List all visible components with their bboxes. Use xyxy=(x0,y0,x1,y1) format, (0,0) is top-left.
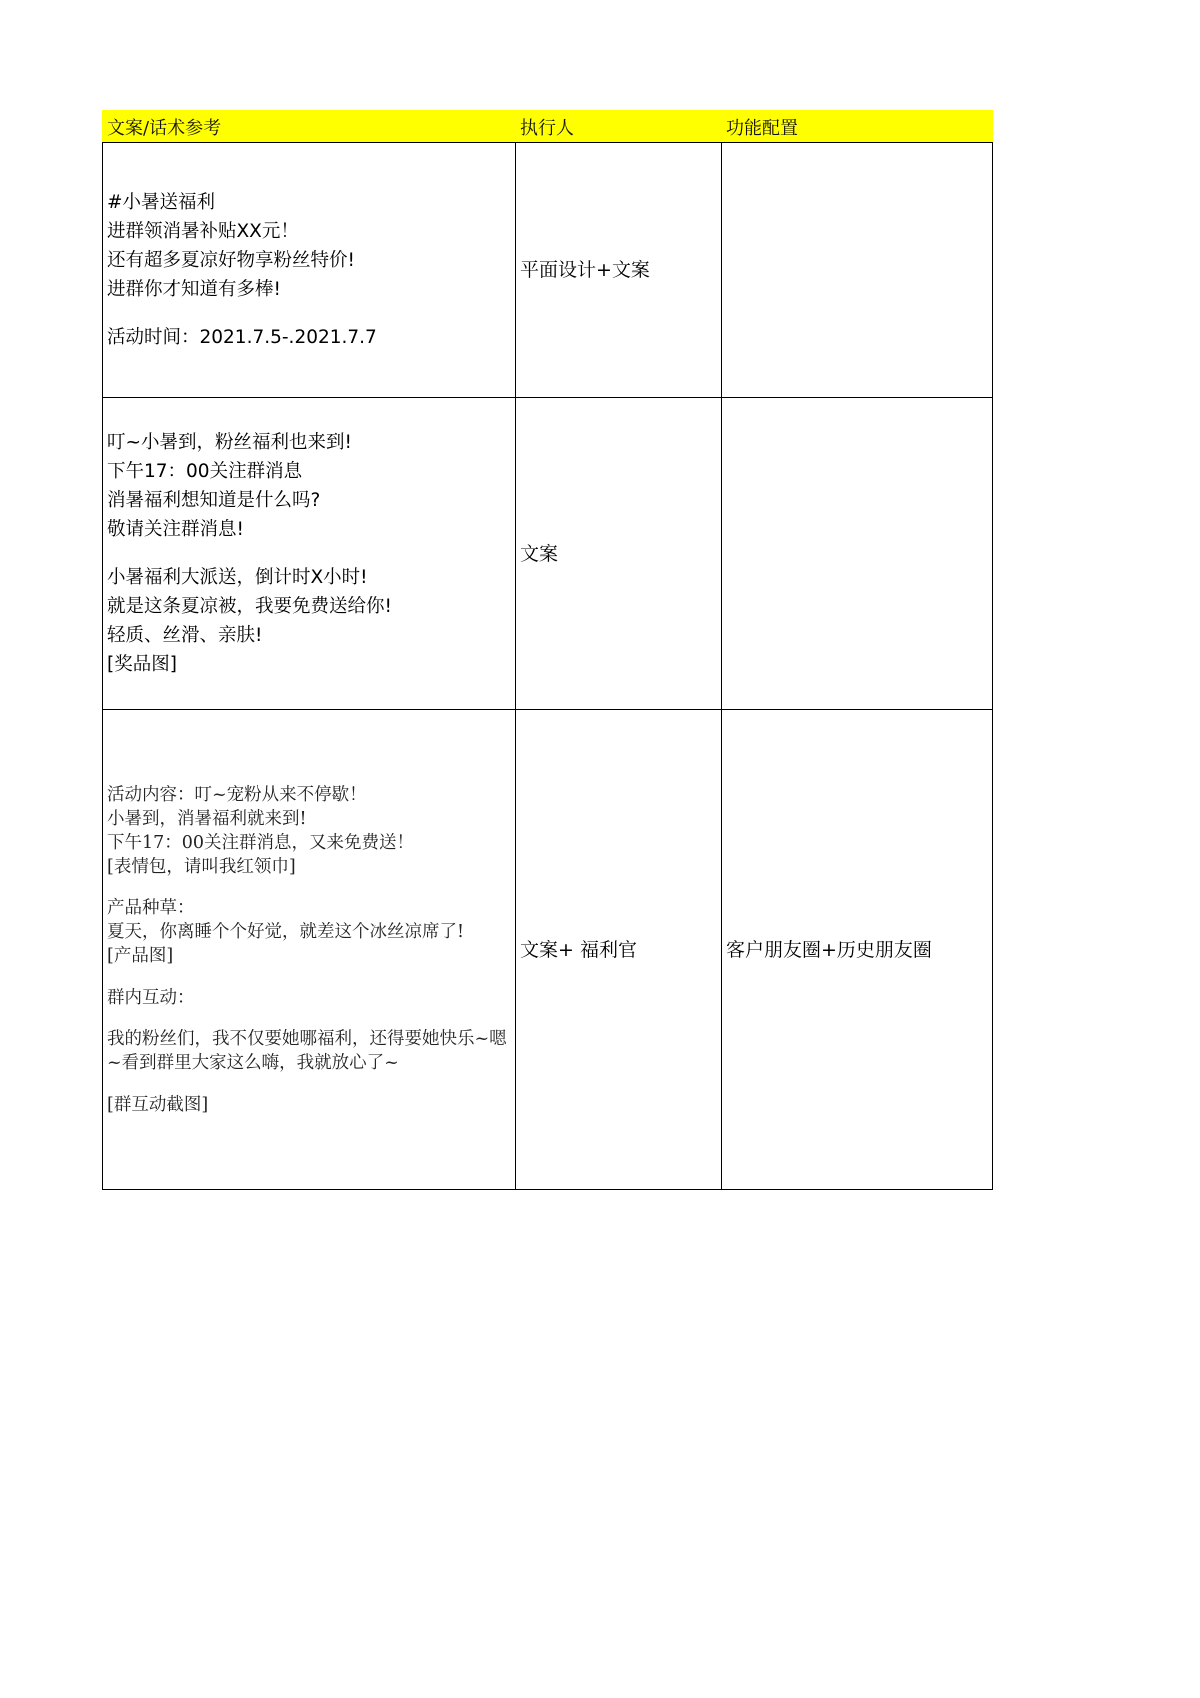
copy-line: 进群领消暑补贴XX元！ xyxy=(107,221,299,243)
copy-line: 消暑福利想知道是什么吗? xyxy=(107,490,321,512)
config-cell: 客户朋友圈+历史朋友圈 xyxy=(722,710,993,1190)
header-copy: 文案/话术参考 xyxy=(103,111,516,143)
table-row xyxy=(103,143,993,398)
copy-line: 就是这条夏凉被，我要免费送给你! xyxy=(107,595,392,617)
executor-cell: 文案+ 福利官 xyxy=(516,710,722,1190)
copy-line: 活动时间：2021.7.5-.2021.7.7 xyxy=(107,326,377,348)
copy-line: 叮~小暑到，粉丝福利也来到! xyxy=(107,432,352,454)
copy-line: 夏天，你离睡个个好觉，就差这个冰丝凉席了! xyxy=(107,922,465,942)
header-executor: 执行人 xyxy=(516,111,722,143)
header-config: 功能配置 xyxy=(722,111,993,143)
copy-line xyxy=(107,879,511,897)
copy-line: 轻质、丝滑、亲肤! xyxy=(107,624,263,646)
copy-line: 下午17：00关注群消息，又来免费送！ xyxy=(107,832,415,853)
copy-line: 敬请关注群消息! xyxy=(107,519,244,541)
copy-line: [奖品图] xyxy=(107,653,177,675)
copy-line: 活动内容：叮~宠粉从来不停歇！ xyxy=(107,784,367,805)
copy-line: 进群你才知道有多棒! xyxy=(107,279,281,301)
copy-cell xyxy=(103,143,516,398)
executor-cell: 平面设计+文案 xyxy=(516,143,722,398)
copy-line: [产品图] xyxy=(107,946,174,966)
copy-line xyxy=(107,1010,511,1028)
copy-line: 我的粉丝们，我不仅要她哪福利，还得要她快乐~嗯~看到群里大家这么嗨，我就放心了~ xyxy=(107,1029,507,1073)
copy-line: #小暑送福利 xyxy=(107,192,216,214)
copy-line xyxy=(107,304,511,323)
config-cell xyxy=(722,398,993,710)
copy-line: 小暑到，消暑福利就来到! xyxy=(107,808,307,829)
table-row xyxy=(103,398,993,710)
copy-cell xyxy=(103,710,516,1190)
table-row xyxy=(103,710,993,1190)
copy-line: [群互动截图] xyxy=(107,1094,209,1115)
copy-line xyxy=(107,1075,511,1093)
header-row xyxy=(103,111,993,143)
copy-line: [表情包，请叫我红领巾] xyxy=(107,856,296,877)
executor-cell: 文案 xyxy=(516,398,722,710)
config-cell xyxy=(722,143,993,398)
planning-table xyxy=(102,110,993,1190)
copy-line: 还有超多夏凉好物享粉丝特价! xyxy=(107,250,355,272)
copy-cell xyxy=(103,398,516,710)
copy-line: 小暑福利大派送，倒计时X小时! xyxy=(107,566,368,588)
copy-line xyxy=(107,544,511,563)
copy-line xyxy=(107,968,511,986)
copy-line: 下午17：00关注群消息 xyxy=(107,461,303,483)
copy-line: 群内互动： xyxy=(107,987,195,1008)
copy-line: 产品种草： xyxy=(107,898,195,918)
